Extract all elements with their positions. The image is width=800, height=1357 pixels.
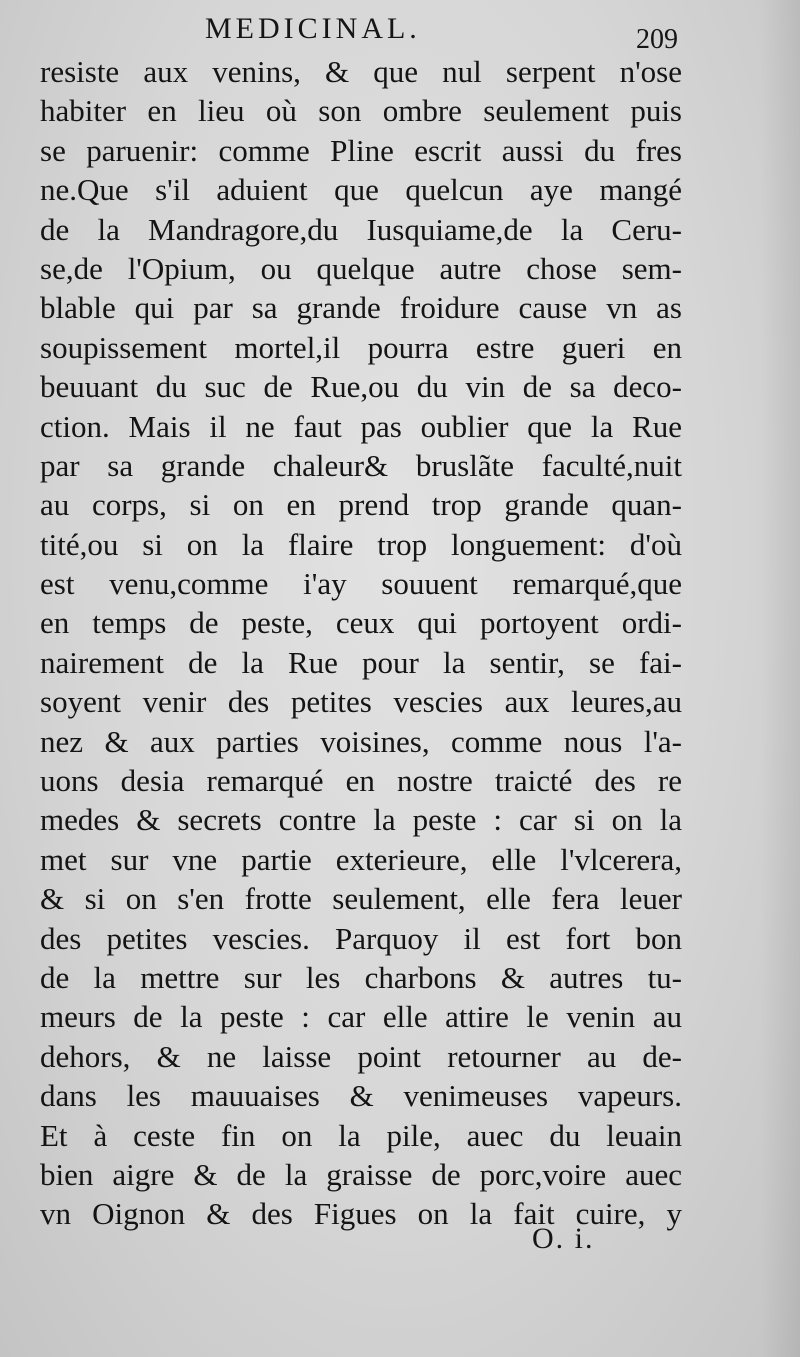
text-line: nairement de la Rue pour la sentir, se fai- (40, 644, 682, 680)
text-line: des petites vescies. Parquoy il est fort bon (40, 920, 682, 956)
text-line: soupissement mortel,il pourra estre gueri en (40, 329, 682, 365)
text-line: soyent venir des petites vescies aux leures,au (40, 684, 682, 720)
text-line: blable qui par sa grande froidure cause vn as (40, 290, 682, 326)
text-line: est venu,comme i'ay souuent remarqué,que (40, 566, 682, 602)
text-line: en temps de peste, ceux qui portoyent ordi- (40, 605, 682, 641)
text-line: de la Mandragore,du Iusquiame,de la Ceru- (40, 211, 682, 247)
text-line: ction. Mais il ne faut pas oublier que la Rue (40, 408, 682, 444)
text-line: se paruenir: comme Pline escrit aussi du fres (40, 132, 682, 168)
text-line: beuuant du suc de Rue,ou du vin de sa deco- (40, 369, 682, 405)
text-line: dehors, & ne laisse point retourner au de- (40, 1038, 682, 1074)
text-line: nez & aux parties voisines, comme nous l'a- (40, 723, 682, 759)
text-line: bien aigre & de la graisse de porc,voire auec (40, 1156, 682, 1192)
signature-mark: O. i. (532, 1222, 595, 1255)
text-line: au corps, si on en prend trop grande quan- (40, 487, 682, 523)
text-line: resiste aux venins, & que nul serpent n'ose (40, 54, 682, 89)
page-number: 209 (636, 24, 678, 55)
text-line: met sur vne partie exterieure, elle l'vlcerera, (40, 841, 682, 877)
running-title: MEDICINAL. (205, 12, 421, 45)
text-line: dans les mauuaises & venimeuses vapeurs. (40, 1078, 682, 1114)
text-line: uons desia remarqué en nostre traicté des re (40, 763, 682, 799)
text-line: & si on s'en frotte seulement, elle fera leuer (40, 881, 682, 917)
page-header (0, 8, 800, 55)
text-line: tité,ou si on la flaire trop longuement: d'où (40, 526, 682, 562)
text-line: de la mettre sur les charbons & autres tu- (40, 959, 682, 995)
text-line: Et à ceste fin on la pile, auec du leuain (40, 1117, 682, 1153)
text-line: ne.Que s'il aduient que quelcun aye mangé (40, 172, 682, 208)
text-line: habiter en lieu où son ombre seulement puis (40, 93, 682, 129)
text-line: vn Oignon & des Figues on la fait cuire, y (40, 1196, 682, 1232)
text-line: se,de l'Opium, ou quelque autre chose sem- (40, 250, 682, 286)
text-line: meurs de la peste : car elle attire le venin au (40, 999, 682, 1035)
text-line: medes & secrets contre la peste : car si on la (40, 802, 682, 838)
body-text (40, 52, 682, 1234)
text-line: par sa grande chaleur& bruslãte faculté,nuit (40, 447, 682, 483)
